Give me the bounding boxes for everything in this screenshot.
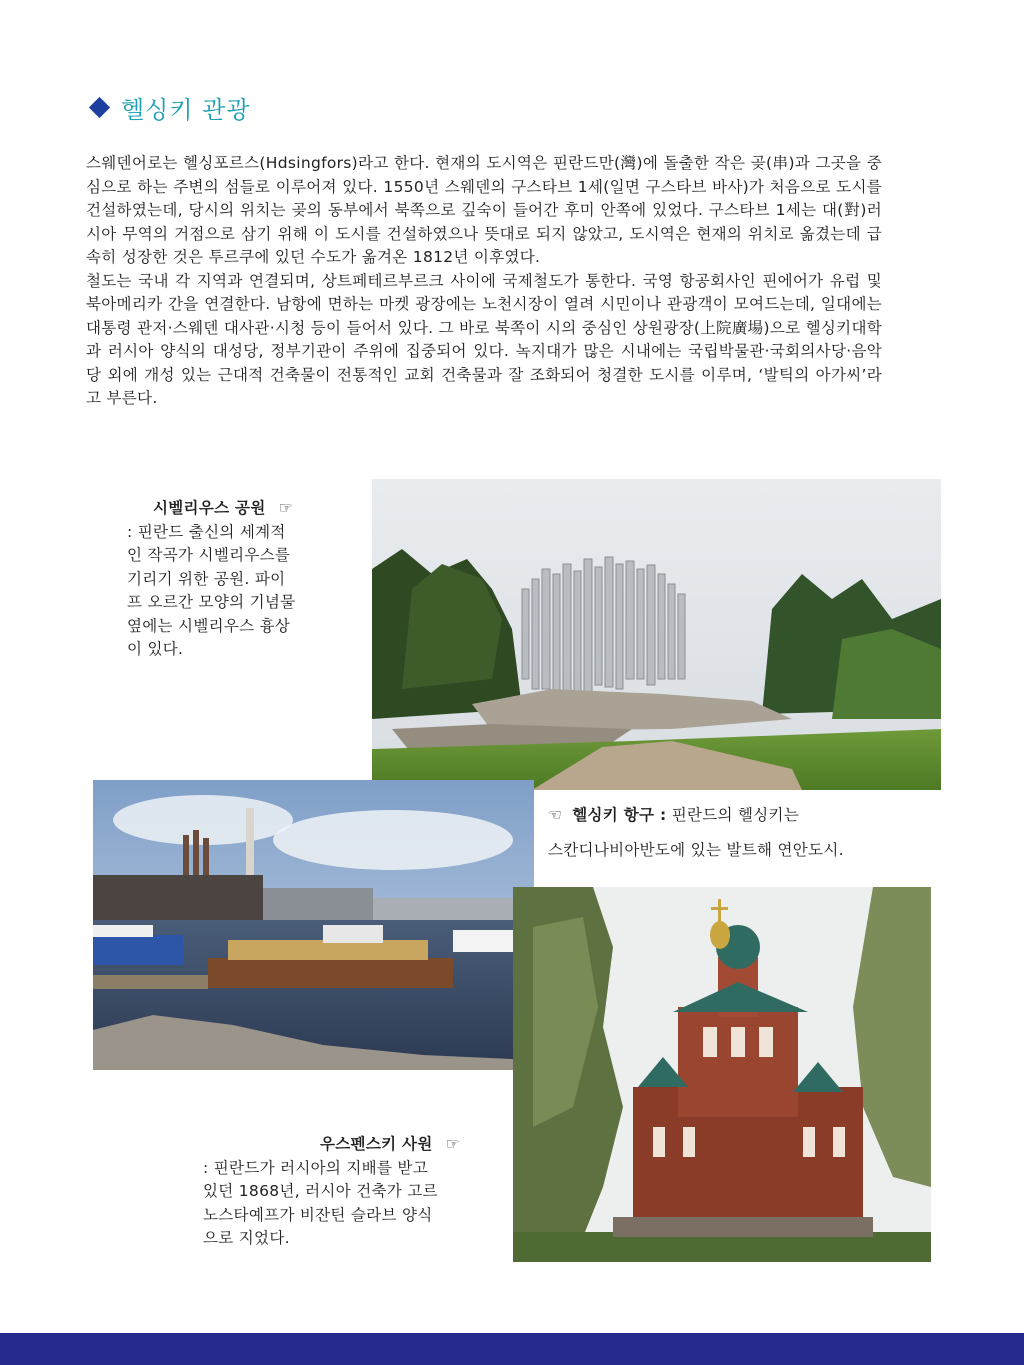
caption-line: 핀란드의 헬싱키는 (666, 806, 800, 824)
caption-line: 인 작곡가 시벨리우스를 (127, 546, 291, 564)
page-title (88, 90, 251, 125)
caption-line: 있던 1868년, 러시아 건축가 고르 (203, 1182, 438, 1200)
uspenski-caption (203, 1133, 493, 1251)
pointing-right-hand-icon: ☞ (445, 1135, 461, 1153)
caption-line: 기리기 위한 공원. 파이 (127, 569, 286, 588)
uspenski-cathedral-photo (513, 887, 931, 1262)
sibelius-caption (127, 497, 347, 662)
diamond-bullet-icon (89, 97, 110, 118)
pointing-left-hand-icon: ☜ (548, 806, 563, 824)
footer-bar (0, 1333, 1024, 1365)
helsinki-harbor-photo (93, 780, 534, 1070)
caption-line: 노스타예프가 비잔틴 슬라브 양식 (203, 1205, 433, 1224)
caption-line: 옆에는 시벨리우스 흉상 (127, 616, 291, 635)
uspenski-caption-title: 우스펜스키 사원 (320, 1135, 433, 1153)
caption-line: : 핀란드 출신의 세계적 (127, 522, 286, 541)
harbor-caption-title: 헬싱키 항구 : (572, 806, 667, 824)
paragraph: 철도는 국내 각 지역과 연결되며, 상트페테르부르크 사이에 국제철도가 통한다. 국영 항공회사인 핀에어가 유럽 및 북아메리카 간을 연결한다. 남항에 면하는 마켓 광장에는 노천시장이 열려 시민이나 관광객이 모여드는데, 일대에는 대통령 관저·스웨덴 대사관·시청 등이 들어서 있다. 그 바로 북쪽이 시의 중심인 상원광장(上院廣場)으로 헬싱키대학과 러시아 양식의 대성당, 정부기관이 주위에 집중되어 있다. 녹지대가 많은 시내에는 국립박물관·국회의사당·음악당 외에 개성 있는 근대적 건축물이 전통적인 교회 건축물과 잘 조화되어 청결한 도시를 이루며, ‘발틱의 아가씨’라고 부른다. (86, 271, 882, 407)
pointing-right-hand-icon: ☞ (278, 499, 294, 517)
body-text (86, 152, 882, 411)
caption-line: 프 오르간 모양의 기념물 (127, 593, 296, 611)
caption-line: 스칸디나비아반도에 있는 발트해 연안도시. (548, 840, 844, 859)
caption-line: 이 있다. (127, 640, 184, 658)
page-title-text: 헬싱키 관광 (121, 96, 251, 124)
sibelius-caption-title: 시벨리우스 공원 (153, 499, 266, 517)
sibelius-monument-photo (372, 479, 941, 790)
caption-line: : 핀란드가 러시아의 지배를 받고 (203, 1158, 428, 1177)
paragraph: 스웨덴어로는 헬싱포르스(Hdsingfors)라고 한다. 현재의 도시역은 핀란드만(灣)에 돌출한 작은 곶(串)과 그곳을 중심으로 하는 주변의 섬들로 이루어져 있다. 1550년 스웨덴의 구스타브 1세(일면 구스타브 바사)가 처음으로 도시를 건설하였는데, 당시의 위치는 곶의 동부에서 북쪽으로 깊숙이 들어간 후미 안쪽에 있었다. 구스타브 1세는 대(對)러시아 무역의 거점으로 삼기 위해 이 도시를 건설하였으나 뜻대로 되지 않았고, 도시역은 현재의 위치로 옮겼는데 급속히 성장한 것은 투르쿠에 있던 수도가 옮겨온 1812년 이후였다. (86, 154, 882, 266)
harbor-caption (548, 804, 948, 862)
caption-line: 으로 지었다. (203, 1229, 290, 1247)
